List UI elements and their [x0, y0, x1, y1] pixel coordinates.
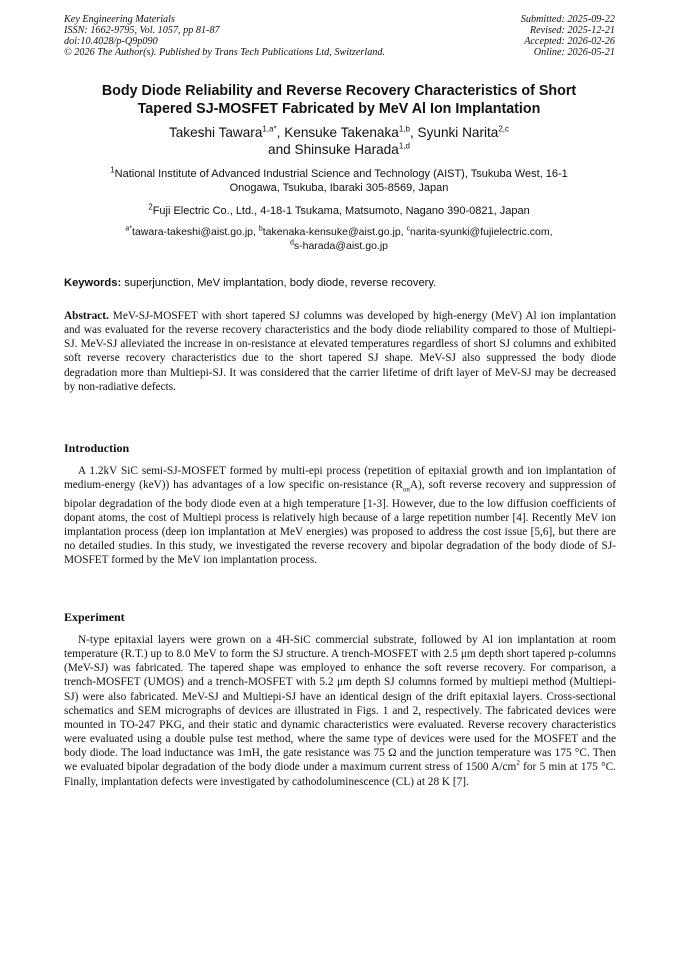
abstract-text: MeV-SJ-MOSFET with short tapered SJ columns was developed by high-energy (MeV) Al ion implantation and was evaluated for the reverse recovery characteristics and the body diode reliability compared to those of Multiepi-SJ. MeV-SJ alleviated the increase in on-resistance at elevated temperatures regardless of short SJ columns and exhibited soft reverse recovery characteristics due to the short tapered SJ shape. MeV-SJ also suppressed the body diode degradation more than Multiepi-SJ. It was considered that the carrier lifetime of drift layer of MeV-SJ may be decreased by non-radiative defects. [64, 310, 616, 393]
author-name: Shinsuke Harada [294, 142, 399, 157]
abstract-label: Abstract. [64, 310, 109, 322]
affiliation-2 [66, 202, 612, 219]
author-line-1 [60, 124, 618, 141]
introduction-heading: Introduction [64, 441, 130, 455]
introduction-paragraph [64, 464, 616, 567]
author-superscript: 2,c [498, 124, 510, 134]
affiliation-marker: 2 [148, 202, 153, 212]
author-name: Takeshi Tawara [168, 125, 263, 140]
journal-header-left [64, 14, 385, 58]
revised-date: Revised: 2025-12-21 [529, 25, 615, 36]
affiliation-1-line-1 [66, 165, 612, 182]
email-marker: c [406, 225, 411, 233]
abstract [64, 309, 616, 394]
affiliation-1 [66, 165, 612, 195]
email-marker: d [289, 239, 294, 247]
author-list [60, 124, 618, 158]
email-line-2 [66, 240, 612, 254]
submitted-date: Submitted: 2025-09-22 [520, 14, 615, 25]
introduction-text-1: A 1.2kV SiC semi-SJ-MOSFET formed by multi-epi process (repetition of epitaxial growth and ion implantation of medium-energy (keV)) has advantages of a low specific on-resistance (R [64, 465, 616, 492]
author-name: Kensuke Takenaka [284, 125, 399, 140]
doi-line: doi:10.4028/p-Q9p090 [64, 36, 158, 47]
affiliation-marker: 1 [110, 165, 115, 175]
author-and: and [268, 142, 295, 157]
ron-subscript: on [402, 485, 410, 494]
email-marker: a* [125, 225, 133, 233]
experiment-heading: Experiment [64, 610, 125, 624]
keywords-text: superjunction, MeV implantation, body diode, reverse recovery. [121, 277, 437, 289]
affiliation-1-line-2: Onogawa, Tsukuba, Ibaraki 305-8569, Japan [229, 181, 449, 194]
introduction-text-2: A), soft reverse recovery and suppression of bipolar degradation of the body diode even at a high temperature [1-3]. However, due to the low diffusion coefficients of dopant atoms, the cost of Multiepi process is relatively high because of a large repetition number [4]. Recently MeV ion implantation process (deep ion implantation at MeV energies) was proposed to address the cost issue [5,6], but there are no detailed studies. In this study, we investigated the reverse recovery and bipolar degradation of the body diode of SJ-MOSFET formed by the MeV ion implantation process. [64, 479, 616, 567]
email-link[interactable]: takenaka-kensuke@aist.go.jp, [262, 226, 407, 238]
keywords [64, 276, 616, 290]
author-line-2 [60, 141, 618, 158]
issn-line: ISSN: 1662-9795, Vol. 1057, pp 81-87 [64, 25, 220, 36]
author-superscript: 1,b [398, 124, 410, 134]
title-line-2: Tapered SJ-MOSFET Fabricated by MeV Al Ion Implantation [137, 101, 541, 117]
author-separator: , [276, 125, 285, 140]
email-line-1 [66, 226, 612, 240]
unit-superscript: 2 [516, 759, 520, 768]
experiment-paragraph [64, 633, 616, 789]
experiment-text-2: for 5 min at 175 °C. Finally, implantation defects were investigated by cathodoluminescence (CL) at 28 K [7]. [64, 761, 616, 788]
copyright-line: © 2026 The Author(s). Published by Trans Tech Publications Ltd, Switzerland. [64, 47, 386, 58]
title-line-1: Body Diode Reliability and Reverse Recovery Characteristics of Short [101, 83, 577, 99]
email-link[interactable]: tawara-takeshi@aist.go.jp, [132, 226, 259, 238]
journal-name: Key Engineering Materials [64, 14, 175, 25]
author-separator: , [409, 125, 418, 140]
experiment-text-1: N-type epitaxial layers were grown on a 4H-SiC commercial substrate, followed by Al ion implantation at room temperature (R.T.) up to 8.0 MeV to form the SJ structure. A trench-MOSFET with 2.5 μm depth short tapered p-columns (MeV-SJ) was fabricated. The tapered shape was employed to enhance the soft reverse recovery. For comparison, a trench-MOSFET (UMOS) and a trench-MOSFET with 5.2 μm depth SJ columns formed by multiepi method (Multiepi-SJ) were also fabricated. MeV-SJ and Multiepi-SJ have an identical design of the drift epitaxial layers. Cross-sectional schematics and SEM micrographs of devices are illustrated in Figs. 1 and 2, respectively. The fabricated devices were mounted in TO-247 PKG, and their static and dynamic characteristics were evaluated. Reverse recovery characteristics were evaluated using a double pulse test method, where the same type of devices were used for the MOSFET and the body diode. The load inductance was 1mH, the gate resistance was 75 Ω and the junction temperature was 175 °C. Then we evaluated bipolar degradation of the body diode under a maximum current stress of 1500 A/cm [64, 634, 616, 774]
author-superscript: 1,d [398, 141, 410, 151]
accepted-date: Accepted: 2026-02-26 [524, 36, 615, 47]
affiliation-text: National Institute of Advanced Industrial Science and Technology (AIST), Tsukuba West, 16-1 [114, 168, 568, 180]
journal-header-right [521, 14, 615, 58]
email-list [66, 226, 612, 253]
online-date: Online: 2026-05-21 [533, 47, 615, 58]
email-marker: b [258, 225, 263, 233]
keywords-label: Keywords: [64, 277, 122, 289]
author-superscript: 1,a* [262, 124, 277, 134]
email-link[interactable]: s-harada@aist.go.jp [293, 239, 389, 252]
affiliation-text: Fuji Electric Co., Ltd., 4-18-1 Tsukama, Matsumoto, Nagano 390-0821, Japan [152, 205, 530, 217]
author-name: Syunki Narita [417, 125, 499, 140]
paper-title [60, 82, 618, 118]
email-link[interactable]: narita-syunki@fujielectric.com, [410, 226, 553, 238]
